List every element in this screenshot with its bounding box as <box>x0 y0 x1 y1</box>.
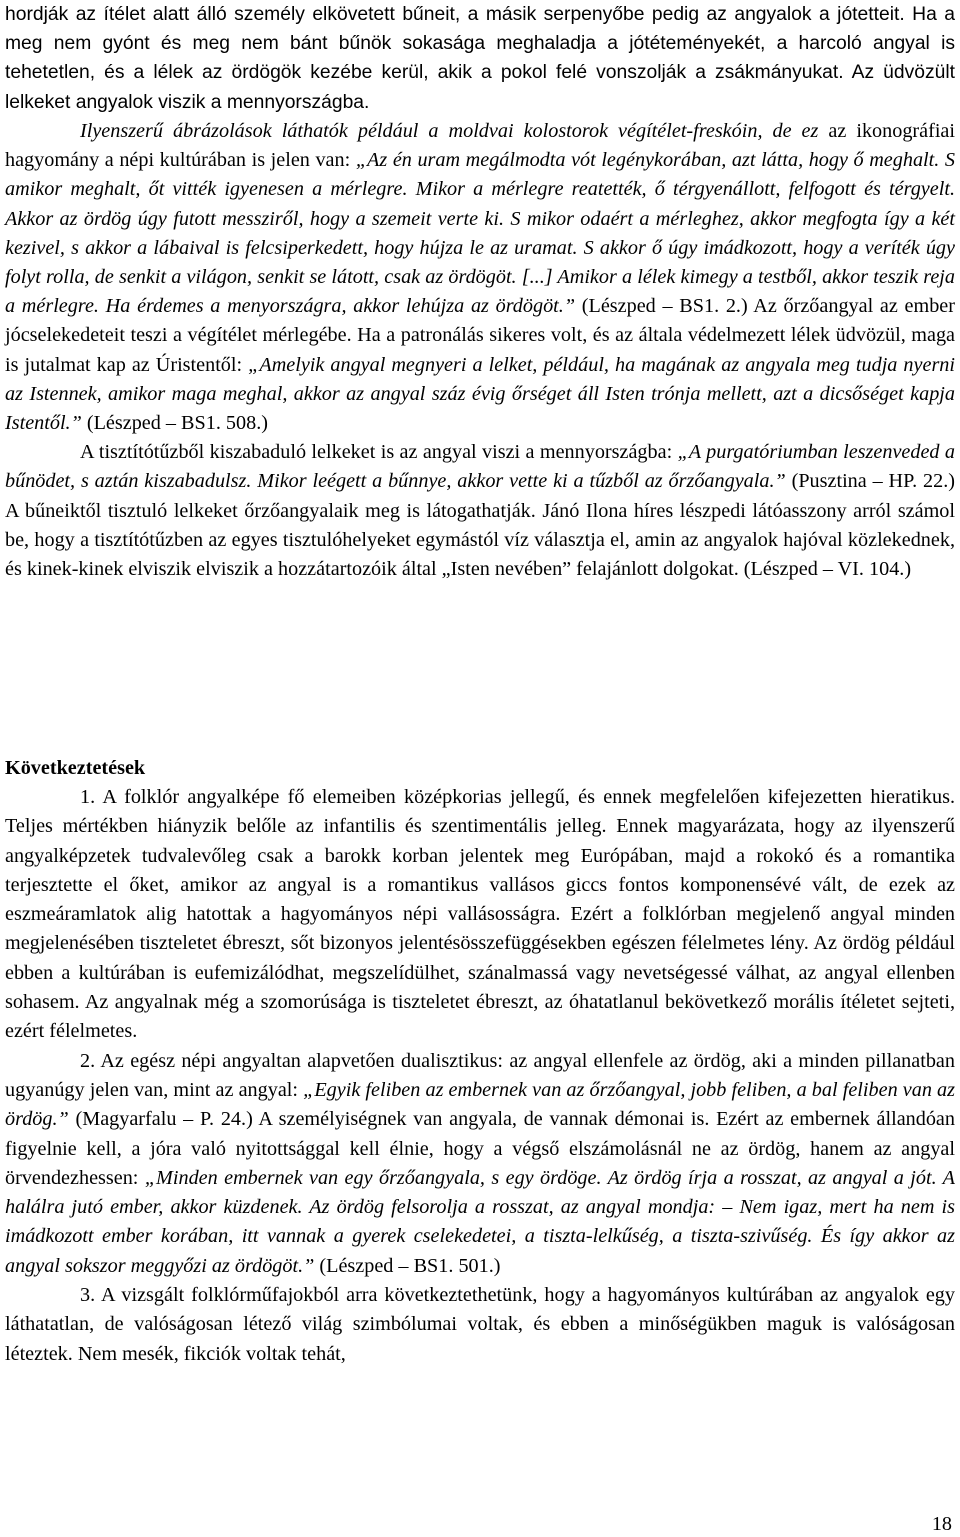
intro-paragraph <box>5 0 955 117</box>
section-heading: Következtetések <box>5 757 146 779</box>
conclusion-3: 3. A vizsgált folklórműfajokból arra következtethetünk, hogy a hagyományos kultúrában az angyalok egy láthatatlan, de valóságosan létező világ szimbólumai voltak, és ebben a minőségükben maguk is valóságosan léteztek. Nem mesék, fikciók voltak tehát, <box>5 1284 955 1365</box>
quote-lesped-501: „Minden embernek van egy őrzőangyala, s egy ördöge. Az ördög írja a rosszat, az angyal a jót. A halálra jutó ember, akkor küzdenek. Az ördög felsorolja a rosszat, az angyal mondja: – Nem igaz, mert ha nem is imádkozott ember korában, itt vannak a gyerek cselekedetei, a tiszta-lelkűség, a tiszta-szivűség. És így akkor az angyal sokszor meggyőzi az ördögöt.” <box>5 1166 955 1277</box>
quote-pusztina: „A purgatóriumban leszenveded a bűnödet, s aztán kiszabadulsz. Mikor leégett a bűnnye, akkor vette ki a tűzből az őrzőangyala.” <box>5 441 955 493</box>
conclusions <box>5 783 955 1369</box>
citation: (Lészped – BS1. 501.) <box>314 1254 501 1277</box>
quote-lesped-2: „Az én uram megálmodta vót legénykorában, azt látta, hogy ő meghalt. S amikor meghalt, őt vitték igyenesen a mérlegre. Mikor a mérlegre reatették, ő térgyenállott, felfogott és térgyelt. Akkor az ördög úgy futott messziről, hogy a szemeit verte ki. S mikor odaért a mérleghez, akkor megfogta így a két kezivel, s akkor a lábaival is felcsiperkedett, hogy hújza le az uramat. S akkor ő úgy imádkozott, hogy a veríték úgy folyt rolla, de senkit a világon, senkit se látott, csak az ördögöt. [...] Amikor a lélek kimegy a testből, akkor teszik reja a mérlegre. Ha érdemes a menyországra, akkor lehújza az ördögöt.” <box>5 149 955 318</box>
text-run: 2. Az egész népi angyaltan alapvetően dualisztikus: az angyal ellenfele az ördög, aki a minden pillanatban ugyanúgy jelen van, mint az angyal: <box>5 1049 955 1101</box>
quote-lesped-508: „Amelyik angyal megnyeri a lelket, például, ha magának az angyala meg tudja nyerni az Istennek, amikor maga meghal, akkor az angyal száz évig őrséget áll Isten trónja mellett, azt a dicsőséget kapja Istentől.” <box>5 353 955 435</box>
conclusion-2 <box>5 1047 955 1281</box>
paragraph-freskok <box>5 117 955 438</box>
text-run: (Magyarfalu – P. 24.) A személyiségnek van angyala, de vannak démonai is. Ezért az embernek állandóan figyelnie kell, a jóra való nyitottsággal kell élnie, hogy a végső elszámolásnál ne az ördög, hanem az angyal örvendezhessen: <box>5 1108 955 1189</box>
text-run: (Lészped – BS1. 2.) Az őrzőangyal az ember jócselekedeteit teszi a végítélet mérlegébe. Ha a patronálás sikeres volt, és az általa védelmezett lélek üdvözül, maga is jutalmat kap az Úristentől: <box>5 295 955 376</box>
body-text <box>5 117 955 584</box>
text-run: az ikonográfiai hagyomány a népi kultúrában is jelen van: <box>5 120 955 172</box>
conclusion-1: 1. A folklór angyalképe fő elemeiben középkorias jellegű, és ennek megfelelően kifejezetten hieratikus. Teljes mértékben hiányzik belőle az infantilis és szentimentális jelleg. Ennek magyarázata, hogy az ilyenszerű angyalképzetek tudvalevőleg csak a barokk korban jelentek meg Európában, majd a rokokó és a romantika terjesztette el őket, amikor az angyal is a romantikus vallásos giccs fontos komponensévé vált, de ezek az eszmeáramlatok alig hatottak a hagyományos népi vallásosságra. Ezért a folklórban megjelenő angyal minden megjelenésében tiszteletet ébreszt, sőt bizonyos jelentésösszefüggésekben egészen félelmetes lény. Az ördög például ebben a kultúrában is eufemizálódhat, megszelídülhet, szánalmassá vagy nevetségessé válhat, az angyal ellenben sohasem. Az angyalnak még a szomorúsága is tiszteletet ébreszt, az óhatatlanul bekövetkező morális ítéletet sejteti, ezért félelmetes. <box>5 786 955 1043</box>
citation: (Lészped – BS1. 508.) <box>81 412 268 435</box>
intro-text-end: Az üdvözült lelkeket angyalok viszik a mennyországba. <box>5 62 955 113</box>
quote-magyarfalu: „Egyik feliben az embernek van az őrzőangyal, jobb feliben, a bal feliben van az ördög.” <box>5 1078 955 1131</box>
text-run: A tisztítótűzből kiszabaduló lelkeket is az angyal viszi a mennyországba: <box>80 441 678 464</box>
page-number: 18 <box>931 1513 952 1535</box>
paragraph-tisztitotuz <box>5 438 955 584</box>
italic-run: Ilyenszerű ábrázolások láthatók például a moldvai kolostorok végítélet-freskóin, de ez <box>80 120 819 142</box>
text-run: (Pusztina – HP. 22.) A bűneiktől tisztuló lelkeket őrzőangyalaik meg is látogathatják. Jánó Ilona híres lészpedi látóasszony arról számol be, hogy a tisztítótűzben az egyes tisztulóhelyeket egymástól víz választja el, amin az angyalok hajóval közlekednek, és kinek-kinek elviszik elviszik a hozzátartozóik által „Isten nevében” felajánlott dolgokat. (Lészped – VI. 104.) <box>5 470 955 581</box>
intro-text: hordják az ítélet alatt álló személy elkövetett bűneit, a másik serpenyőbe pedig az angyalok a jótetteit. Ha a meg nem gyónt és meg nem bánt bűnök sokasága meghaladja a jótéteményekét, a harcoló angyal is tehetetlen, és a lélek az ördögök kezébe kerül, akik a pokol felé vonszolják a zsákmányukat. <box>5 4 955 84</box>
